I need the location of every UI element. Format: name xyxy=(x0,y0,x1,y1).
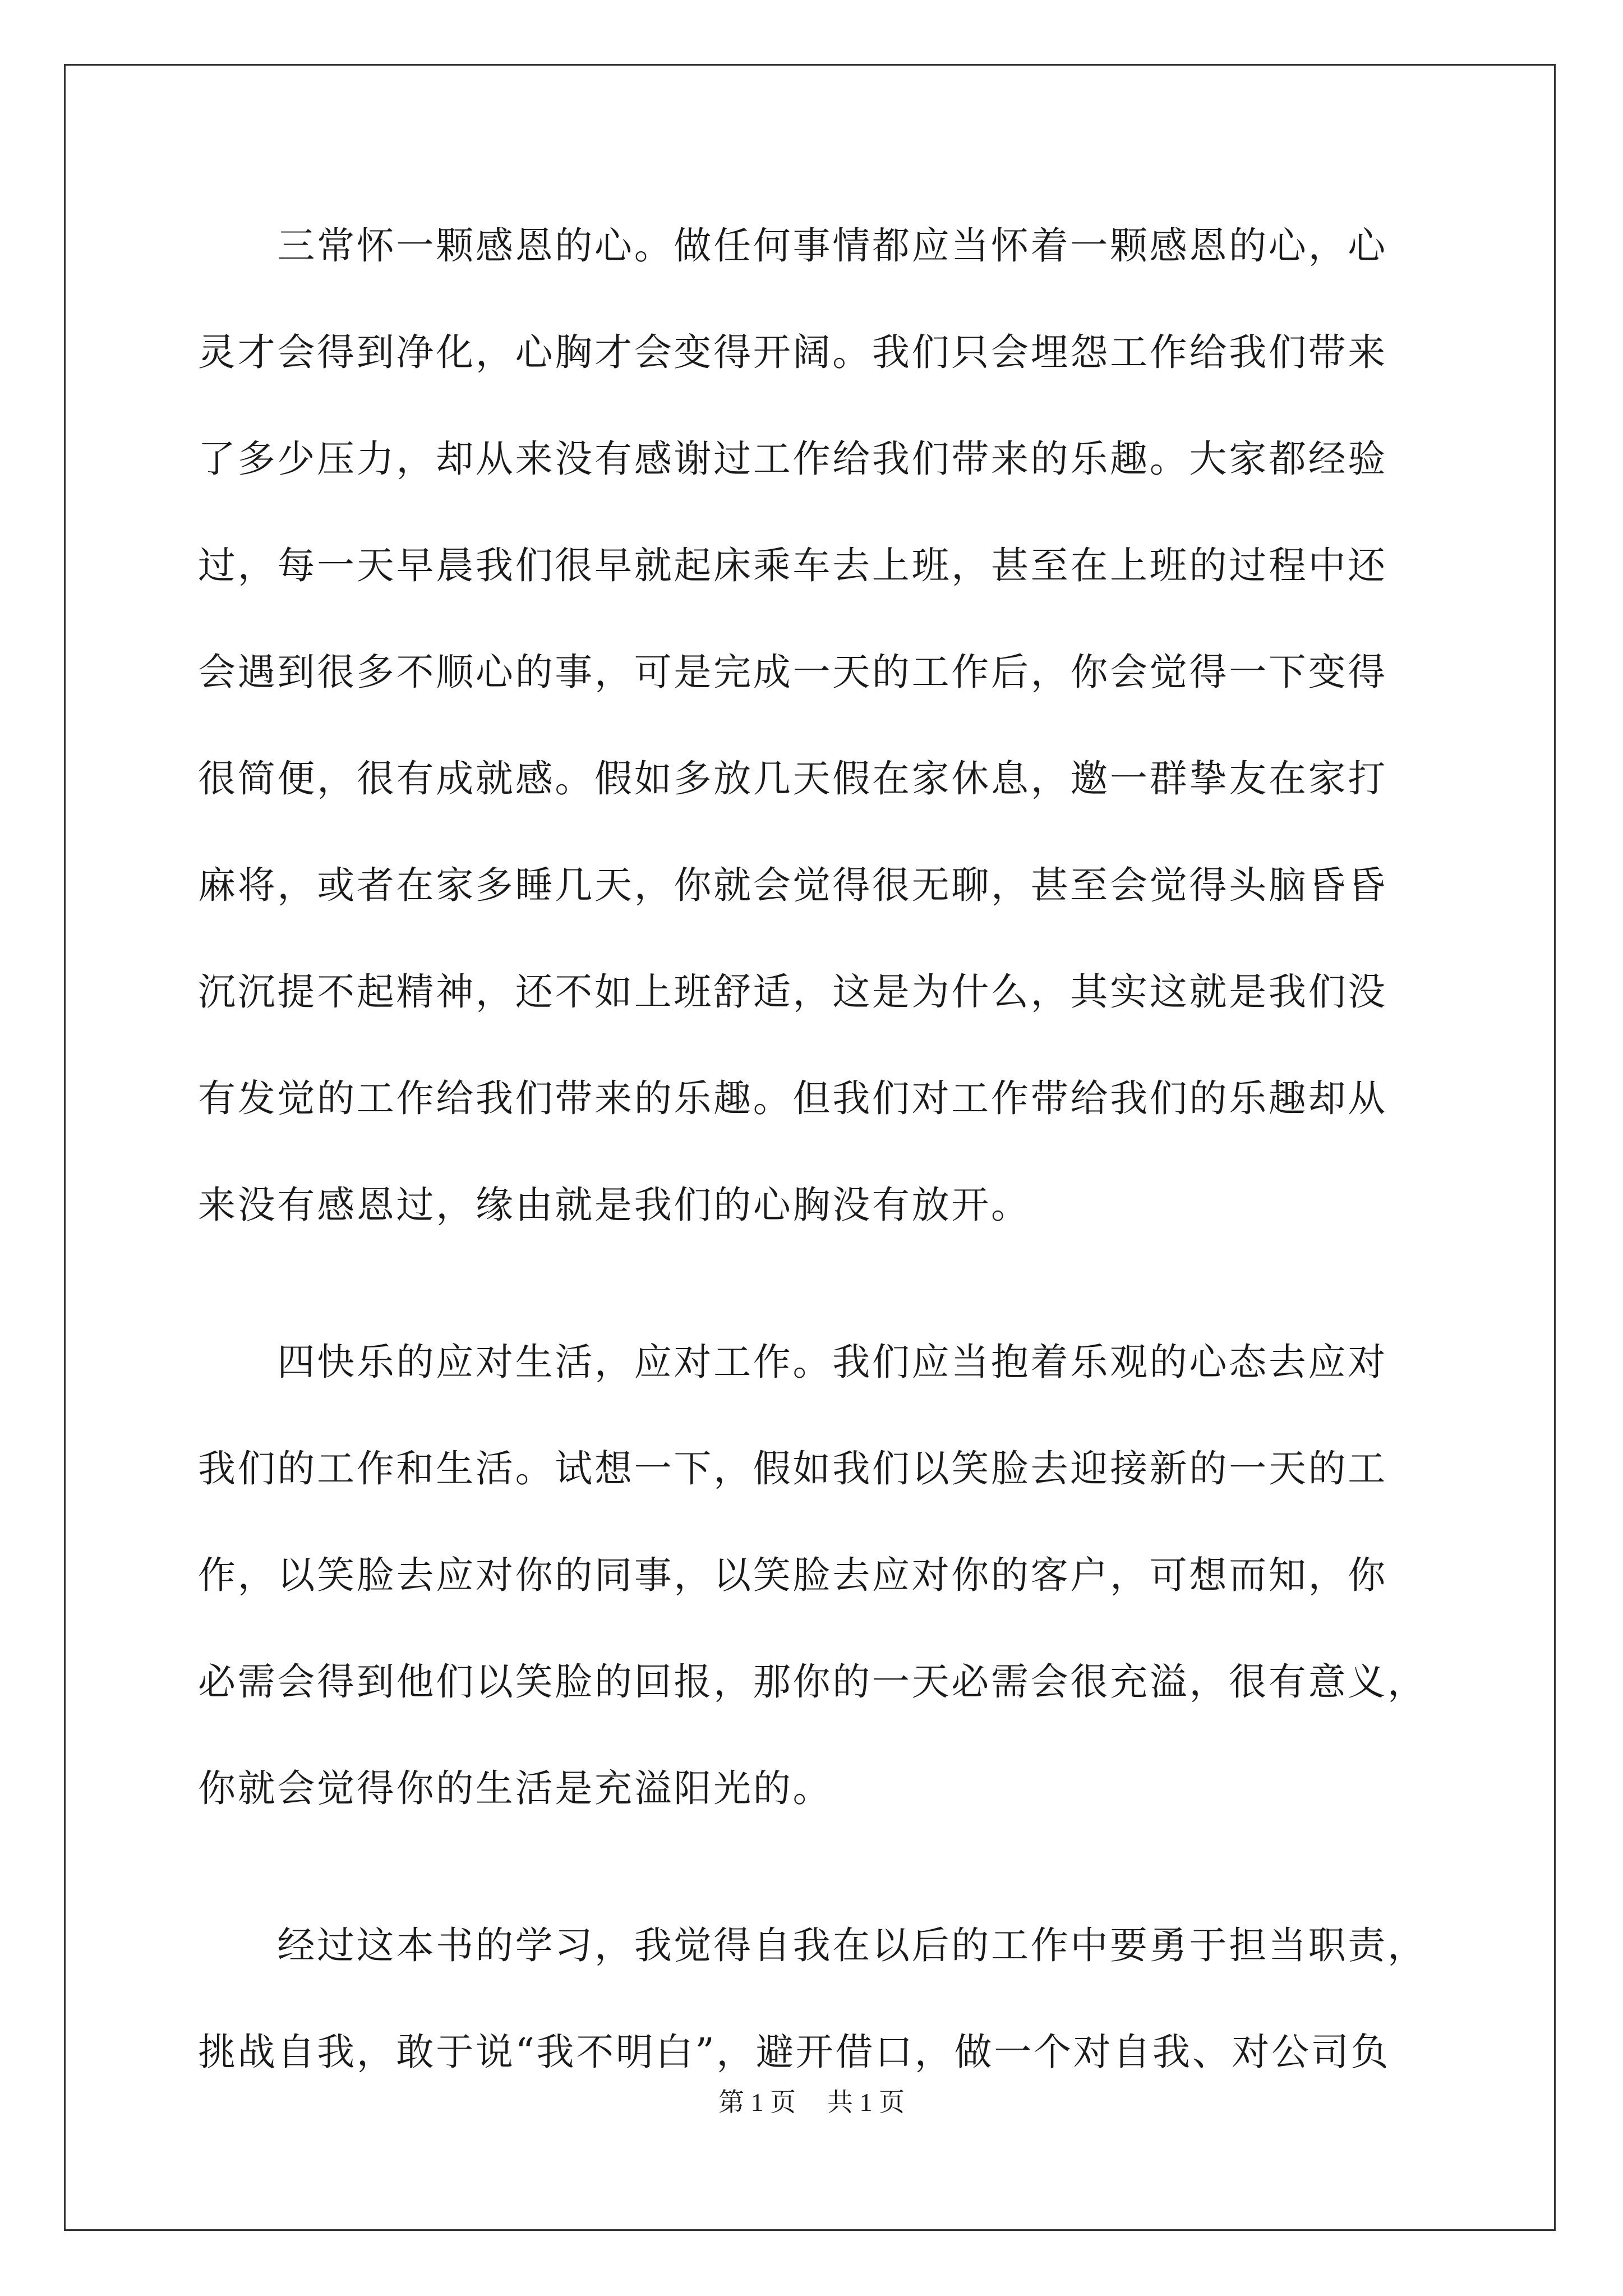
text-line: 四快乐的应对生活，应对工作。我们应当抱着乐观的心态去应对 xyxy=(198,1340,1387,1384)
page-footer xyxy=(0,2086,1623,2119)
document-body xyxy=(198,212,1433,2125)
text-line: 作，以笑脸去应对你的同事，以笑脸去应对你的客户，可想而知，你 xyxy=(198,1553,1387,1597)
text-line: 沉沉提不起精神，还不如上班舒适，这是为什么，其实这就是我们没 xyxy=(198,970,1387,1014)
text-line: 你就会觉得你的生活是充溢阳光的。 xyxy=(198,1766,833,1810)
text-line: 会遇到很多不顺心的事，可是完成一天的工作后，你会觉得一下变得 xyxy=(198,650,1387,694)
text-line: 麻将，或者在家多睡几天，你就会觉得很无聊，甚至会觉得头脑昏昏 xyxy=(198,863,1387,907)
text-line: 经过这本书的学习，我觉得自我在以后的工作中要勇于担当职责， xyxy=(198,1924,1427,1967)
text-line: 三常怀一颗感恩的心。做任何事情都应当怀着一颗感恩的心，心 xyxy=(198,224,1387,268)
text-line: 了多少压力，却从来没有感谢过工作给我们带来的乐趣。大家都经验 xyxy=(198,437,1387,481)
text-line: 我们的工作和生活。试想一下，假如我们以笑脸去迎接新的一天的工 xyxy=(198,1447,1387,1490)
text-line: 有发觉的工作给我们带来的乐趣。但我们对工作带给我们的乐趣却从 xyxy=(198,1076,1387,1120)
text-line: 必需会得到他们以笑脸的回报，那你的一天必需会很充溢，很有意义， xyxy=(198,1660,1427,1704)
text-line: 挑战自我，敢于说“我不明白”，避开借口，做一个对自我、对公司负 xyxy=(198,2030,1391,2074)
text-line: 过，每一天早晨我们很早就起床乘车去上班，甚至在上班的过程中还 xyxy=(198,544,1387,587)
text-line: 很简便，很有成就感。假如多放几天假在家休息，邀一群挚友在家打 xyxy=(198,757,1387,800)
page-total: 共 1 页 xyxy=(827,2088,905,2116)
text-line: 来没有感恩过，缘由就是我们的心胸没有放开。 xyxy=(198,1183,1031,1227)
page-number: 第 1 页 xyxy=(718,2088,796,2116)
text-line: 灵才会得到净化，心胸才会变得开阔。我们只会埋怨工作给我们带来 xyxy=(198,330,1387,374)
